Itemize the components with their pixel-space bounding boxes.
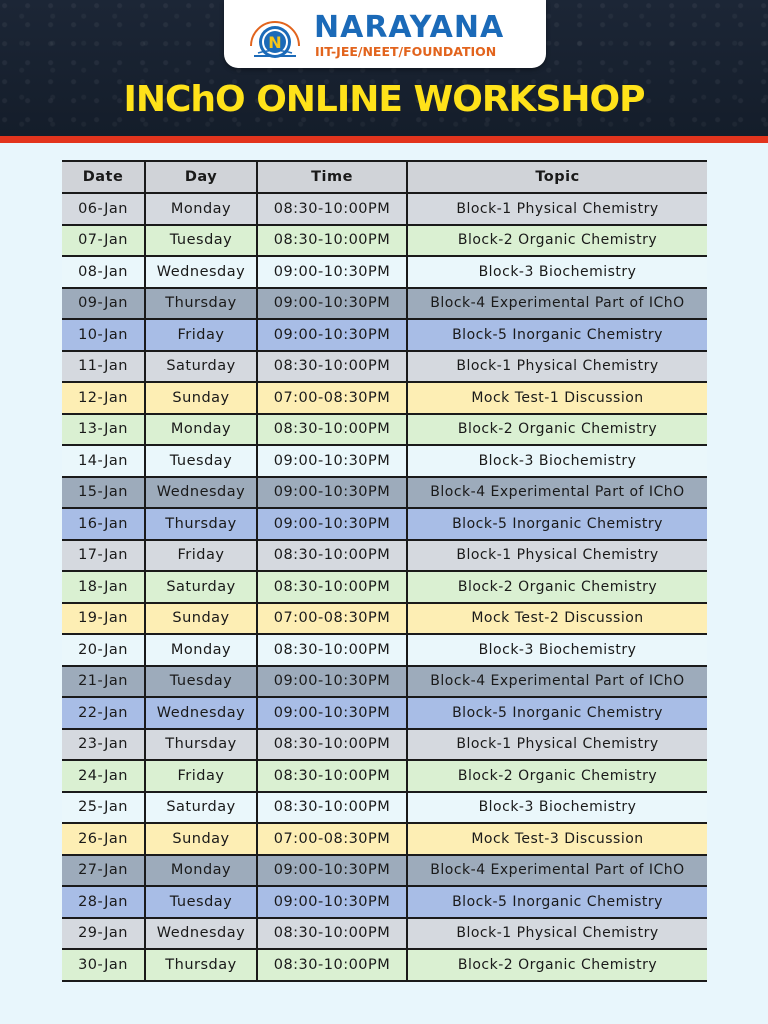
- cell-date: 16-Jan: [62, 508, 145, 540]
- cell-topic: Block-5 Inorganic Chemistry: [407, 508, 707, 540]
- cell-time: 09:00-10:30PM: [257, 666, 407, 698]
- column-header-day: Day: [145, 161, 257, 193]
- cell-day: Friday: [145, 540, 257, 572]
- cell-day: Tuesday: [145, 886, 257, 918]
- column-header-time: Time: [257, 161, 407, 193]
- cell-time: 08:30-10:00PM: [257, 792, 407, 824]
- table-row: [62, 445, 707, 477]
- brand-logo: [224, 0, 546, 68]
- cell-date: 06-Jan: [62, 193, 145, 225]
- cell-date: 10-Jan: [62, 319, 145, 351]
- cell-date: 17-Jan: [62, 540, 145, 572]
- table-row: [62, 760, 707, 792]
- cell-time: 09:00-10:30PM: [257, 855, 407, 887]
- cell-time: 08:30-10:00PM: [257, 760, 407, 792]
- cell-topic: Block-2 Organic Chemistry: [407, 414, 707, 446]
- table-row: [62, 571, 707, 603]
- cell-date: 20-Jan: [62, 634, 145, 666]
- table-row: [62, 193, 707, 225]
- table-row: [62, 225, 707, 257]
- brand-tagline: IIT-JEE/NEET/FOUNDATION: [315, 44, 497, 59]
- cell-day: Tuesday: [145, 445, 257, 477]
- cell-date: 26-Jan: [62, 823, 145, 855]
- column-header-topic: Topic: [407, 161, 707, 193]
- cell-topic: Block-4 Experimental Part of IChO: [407, 855, 707, 887]
- cell-date: 19-Jan: [62, 603, 145, 635]
- cell-time: 08:30-10:00PM: [257, 193, 407, 225]
- table-row: [62, 603, 707, 635]
- table-row: [62, 729, 707, 761]
- cell-day: Wednesday: [145, 256, 257, 288]
- header-divider: [0, 136, 768, 143]
- column-header-date: Date: [62, 161, 145, 193]
- cell-topic: Block-5 Inorganic Chemistry: [407, 319, 707, 351]
- cell-date: 25-Jan: [62, 792, 145, 824]
- cell-topic: Block-2 Organic Chemistry: [407, 571, 707, 603]
- cell-time: 09:00-10:30PM: [257, 886, 407, 918]
- cell-day: Sunday: [145, 382, 257, 414]
- cell-topic: Block-4 Experimental Part of IChO: [407, 477, 707, 509]
- cell-topic: Block-1 Physical Chemistry: [407, 729, 707, 761]
- cell-time: 09:00-10:30PM: [257, 697, 407, 729]
- cell-day: Saturday: [145, 351, 257, 383]
- cell-time: 08:30-10:00PM: [257, 540, 407, 572]
- cell-topic: Block-4 Experimental Part of IChO: [407, 288, 707, 320]
- cell-topic: Mock Test-1 Discussion: [407, 382, 707, 414]
- cell-topic: Block-4 Experimental Part of IChO: [407, 666, 707, 698]
- table-row: [62, 256, 707, 288]
- cell-topic: Block-3 Biochemistry: [407, 445, 707, 477]
- cell-time: 07:00-08:30PM: [257, 823, 407, 855]
- cell-time: 08:30-10:00PM: [257, 729, 407, 761]
- cell-time: 09:00-10:30PM: [257, 508, 407, 540]
- cell-day: Friday: [145, 319, 257, 351]
- cell-topic: Block-1 Physical Chemistry: [407, 918, 707, 950]
- cell-time: 08:30-10:00PM: [257, 949, 407, 981]
- cell-day: Wednesday: [145, 697, 257, 729]
- table-row: [62, 634, 707, 666]
- cell-topic: Block-2 Organic Chemistry: [407, 225, 707, 257]
- cell-time: 08:30-10:00PM: [257, 571, 407, 603]
- cell-date: 15-Jan: [62, 477, 145, 509]
- table-row: [62, 886, 707, 918]
- table-row: [62, 792, 707, 824]
- cell-time: 08:30-10:00PM: [257, 225, 407, 257]
- table-row: [62, 666, 707, 698]
- cell-topic: Block-1 Physical Chemistry: [407, 540, 707, 572]
- cell-topic: Block-3 Biochemistry: [407, 634, 707, 666]
- cell-date: 18-Jan: [62, 571, 145, 603]
- cell-day: Monday: [145, 855, 257, 887]
- table-row: [62, 949, 707, 981]
- cell-time: 08:30-10:00PM: [257, 351, 407, 383]
- cell-date: 11-Jan: [62, 351, 145, 383]
- narayana-emblem-icon: [248, 12, 302, 58]
- cell-date: 08-Jan: [62, 256, 145, 288]
- table-row: [62, 918, 707, 950]
- table-row: [62, 477, 707, 509]
- cell-topic: Block-1 Physical Chemistry: [407, 351, 707, 383]
- cell-topic: Block-5 Inorganic Chemistry: [407, 886, 707, 918]
- table-header-row: [62, 161, 707, 193]
- table-row: [62, 414, 707, 446]
- cell-time: 07:00-08:30PM: [257, 603, 407, 635]
- cell-day: Saturday: [145, 571, 257, 603]
- cell-time: 08:30-10:00PM: [257, 918, 407, 950]
- cell-topic: Block-2 Organic Chemistry: [407, 949, 707, 981]
- table-row: [62, 288, 707, 320]
- cell-day: Monday: [145, 193, 257, 225]
- cell-time: 09:00-10:30PM: [257, 319, 407, 351]
- cell-time: 07:00-08:30PM: [257, 382, 407, 414]
- cell-date: 14-Jan: [62, 445, 145, 477]
- cell-date: 23-Jan: [62, 729, 145, 761]
- table-row: [62, 382, 707, 414]
- cell-day: Thursday: [145, 288, 257, 320]
- cell-date: 21-Jan: [62, 666, 145, 698]
- table-row: [62, 855, 707, 887]
- cell-time: 09:00-10:30PM: [257, 477, 407, 509]
- cell-day: Saturday: [145, 792, 257, 824]
- cell-topic: Block-5 Inorganic Chemistry: [407, 697, 707, 729]
- cell-day: Monday: [145, 414, 257, 446]
- cell-topic: Block-3 Biochemistry: [407, 256, 707, 288]
- cell-day: Thursday: [145, 949, 257, 981]
- cell-time: 09:00-10:30PM: [257, 256, 407, 288]
- cell-date: 09-Jan: [62, 288, 145, 320]
- cell-day: Tuesday: [145, 666, 257, 698]
- brand-name: NARAYANA: [314, 10, 505, 45]
- cell-date: 24-Jan: [62, 760, 145, 792]
- cell-day: Friday: [145, 760, 257, 792]
- cell-topic: Block-3 Biochemistry: [407, 792, 707, 824]
- cell-time: 08:30-10:00PM: [257, 414, 407, 446]
- cell-topic: Mock Test-3 Discussion: [407, 823, 707, 855]
- cell-topic: Block-1 Physical Chemistry: [407, 193, 707, 225]
- cell-day: Sunday: [145, 823, 257, 855]
- cell-time: 08:30-10:00PM: [257, 634, 407, 666]
- cell-date: 30-Jan: [62, 949, 145, 981]
- cell-day: Wednesday: [145, 918, 257, 950]
- cell-topic: Block-2 Organic Chemistry: [407, 760, 707, 792]
- table-row: [62, 351, 707, 383]
- cell-date: 22-Jan: [62, 697, 145, 729]
- cell-time: 09:00-10:30PM: [257, 445, 407, 477]
- table-row: [62, 319, 707, 351]
- cell-date: 12-Jan: [62, 382, 145, 414]
- cell-day: Thursday: [145, 508, 257, 540]
- page-title: INChO ONLINE WORKSHOP: [123, 79, 645, 120]
- table-row: [62, 823, 707, 855]
- table-row: [62, 508, 707, 540]
- table-row: [62, 540, 707, 572]
- cell-date: 28-Jan: [62, 886, 145, 918]
- cell-date: 27-Jan: [62, 855, 145, 887]
- cell-topic: Mock Test-2 Discussion: [407, 603, 707, 635]
- emblem-letter: N: [268, 33, 282, 52]
- cell-day: Tuesday: [145, 225, 257, 257]
- table-row: [62, 697, 707, 729]
- cell-day: Monday: [145, 634, 257, 666]
- cell-day: Wednesday: [145, 477, 257, 509]
- cell-date: 13-Jan: [62, 414, 145, 446]
- cell-date: 07-Jan: [62, 225, 145, 257]
- cell-day: Thursday: [145, 729, 257, 761]
- cell-time: 09:00-10:30PM: [257, 288, 407, 320]
- schedule-table: [62, 160, 707, 982]
- cell-date: 29-Jan: [62, 918, 145, 950]
- cell-day: Sunday: [145, 603, 257, 635]
